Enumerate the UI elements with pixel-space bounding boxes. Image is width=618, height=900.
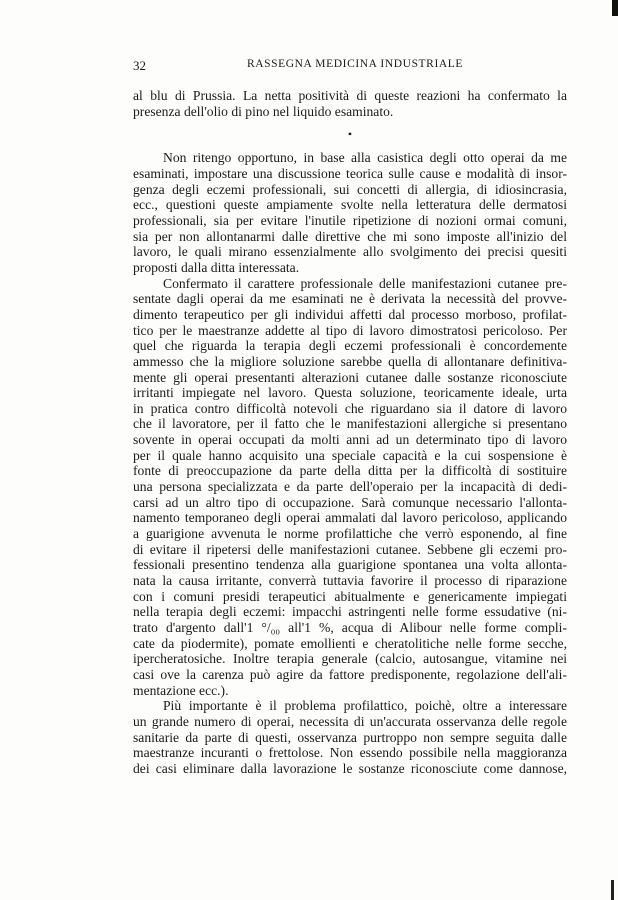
text-line: genza degli eczemi professionali, sui concetti di allergia, di idiosincrasia, (133, 181, 567, 197)
text-line: nata la causa irritante, converrà tuttavia favorire il processo di riparazione (133, 573, 567, 589)
text-line: trato d'argento dall'1 °/₀₀ all'1 %, acqua di Alibour nelle forme compli- (133, 620, 567, 635)
scan-edge-mark (611, 880, 614, 900)
text-line: sovente in operai occupati da molti anni ad un determinato tipo di lavoro (133, 432, 567, 448)
text-line: esaminati, impostare una discussione teorica sulle cause e modalità di insor- (133, 165, 567, 181)
text-line: al blu di Prussia. La netta positività di queste reazioni ha confermato la (133, 88, 567, 103)
text-line: a guarigione avvenuta le norme profilattiche che verrò esponendo, al fine (133, 526, 567, 542)
text-line: irritanti impiegate nel lavoro. Questa soluzione, teoricamente ideale, urta (133, 385, 567, 401)
text-line: per il quale hanno acquisito una speciale capacità e la cui sospensione è (133, 447, 567, 463)
text-line: presenza dell'olio di pino nel liquido esaminato. (133, 103, 394, 119)
paragraph (133, 150, 567, 275)
paragraph (133, 276, 567, 699)
paragraph (133, 88, 567, 119)
text-line: dimento terapeutico per gli individui affetti dal processo morboso, profilat- (133, 306, 567, 322)
page-number: 32 (133, 58, 146, 73)
text-line: namento temporaneo degli operai ammalati dal lavoro pericoloso, applicando (133, 510, 567, 526)
text-line: carsi ad un altro tipo di occupazione. Sarà comunque necessario l'allonta- (133, 494, 567, 510)
running-title: RASSEGNA MEDICINA INDUSTRIALE (246, 58, 464, 70)
text-line: una persona specializzata e da parte dell'operaio per la incapacità di dedi- (133, 479, 567, 495)
text-line: nella terapia degli eczemi: impacchi astringenti nelle forme essudative (ni- (133, 604, 567, 620)
text-line: fonte di preoccupazione da parte della ditta per la difficoltà di sostituire (133, 463, 567, 479)
scan-edge-mark (612, 0, 618, 16)
text-line: dei casi eliminare dalla lavorazione le sostanze riconosciute come dannose, (133, 760, 567, 776)
text-line: quel che riguarda la terapia degli eczemi professionali è concordemente (133, 338, 567, 354)
text-line: ipercheratosiche. Inoltre terapia generale (calcio, autosangue, vitamine nei (133, 651, 567, 667)
text-line: ammesso che la migliore soluzione sarebbe quella di allontanare definitiva- (133, 353, 567, 369)
text-line: con i comuni presidi terapeutici abitualmente e genericamente impiegati (133, 588, 567, 604)
text-line: in pratica contro difficoltà notevoli che riguardano sia il datore di lavoro (133, 400, 567, 416)
text-line: lavoro, le quali mirano essenzialmente allo svolgimento dei precisi quesiti (133, 244, 567, 260)
text-line: un grande numero di operai, necessita di un'accurata osservanza delle regole (133, 713, 567, 729)
section-separator: • (347, 127, 353, 142)
text-line: Confermato il carattere professionale delle manifestazioni cutanee pre- (163, 275, 567, 291)
text-line: professionali, sia per evitare l'inutile ripetizione di nozioni ormai comuni, (133, 212, 567, 228)
text-line: Non ritengo opportuno, in base alla casistica degli otto operai da me (163, 150, 567, 166)
text-line: fessionali presentino tendenza alla guarigione spontanea una volta allonta- (133, 557, 567, 573)
text-line: ecc., questioni queste ampiamente svolte nella letteratura delle dermatosi (133, 197, 567, 213)
text-line: cate da piodermite), pomate emollienti e cheratolitiche nelle forme secche, (133, 635, 567, 651)
text-line: sanitarie da parte di questi, osservanza purtroppo non sempre seguita dalle (133, 729, 567, 745)
body-text (133, 88, 567, 777)
text-line: Più importante è il problema profilattico, poichè, oltre a interessare (163, 698, 567, 714)
paragraph (133, 698, 567, 776)
text-line: proposti dalla ditta interessata. (133, 259, 300, 275)
text-line: mentazione ecc.). (133, 682, 229, 698)
text-line: sia per non allontanarmi dalle direttive che mi sono imposte all'inizio del (133, 228, 567, 244)
text-line: sentate dagli operai da me esaminati ne è derivata la necessità del provve- (133, 291, 567, 307)
text-line: mente gli operai presentanti alterazioni cutanee dalle sostanze riconosciute (133, 369, 567, 385)
text-line: di evitare il ripetersi delle manifestazioni cutanee. Sebbene gli eczemi pro- (133, 541, 567, 557)
text-line: maestranze incuranti o frettolose. Non essendo possibile nella maggioranza (133, 745, 567, 761)
text-line: casi ove la carenza può agire da fattore predisponente, regolazione dell'ali- (133, 666, 567, 682)
text-line: tico per le maestranze addette al tipo di lavoro dimostratosi pericoloso. Per (133, 322, 567, 338)
text-line: che il lavoratore, per il fatto che le manifestazioni allergiche si presentano (133, 416, 567, 432)
